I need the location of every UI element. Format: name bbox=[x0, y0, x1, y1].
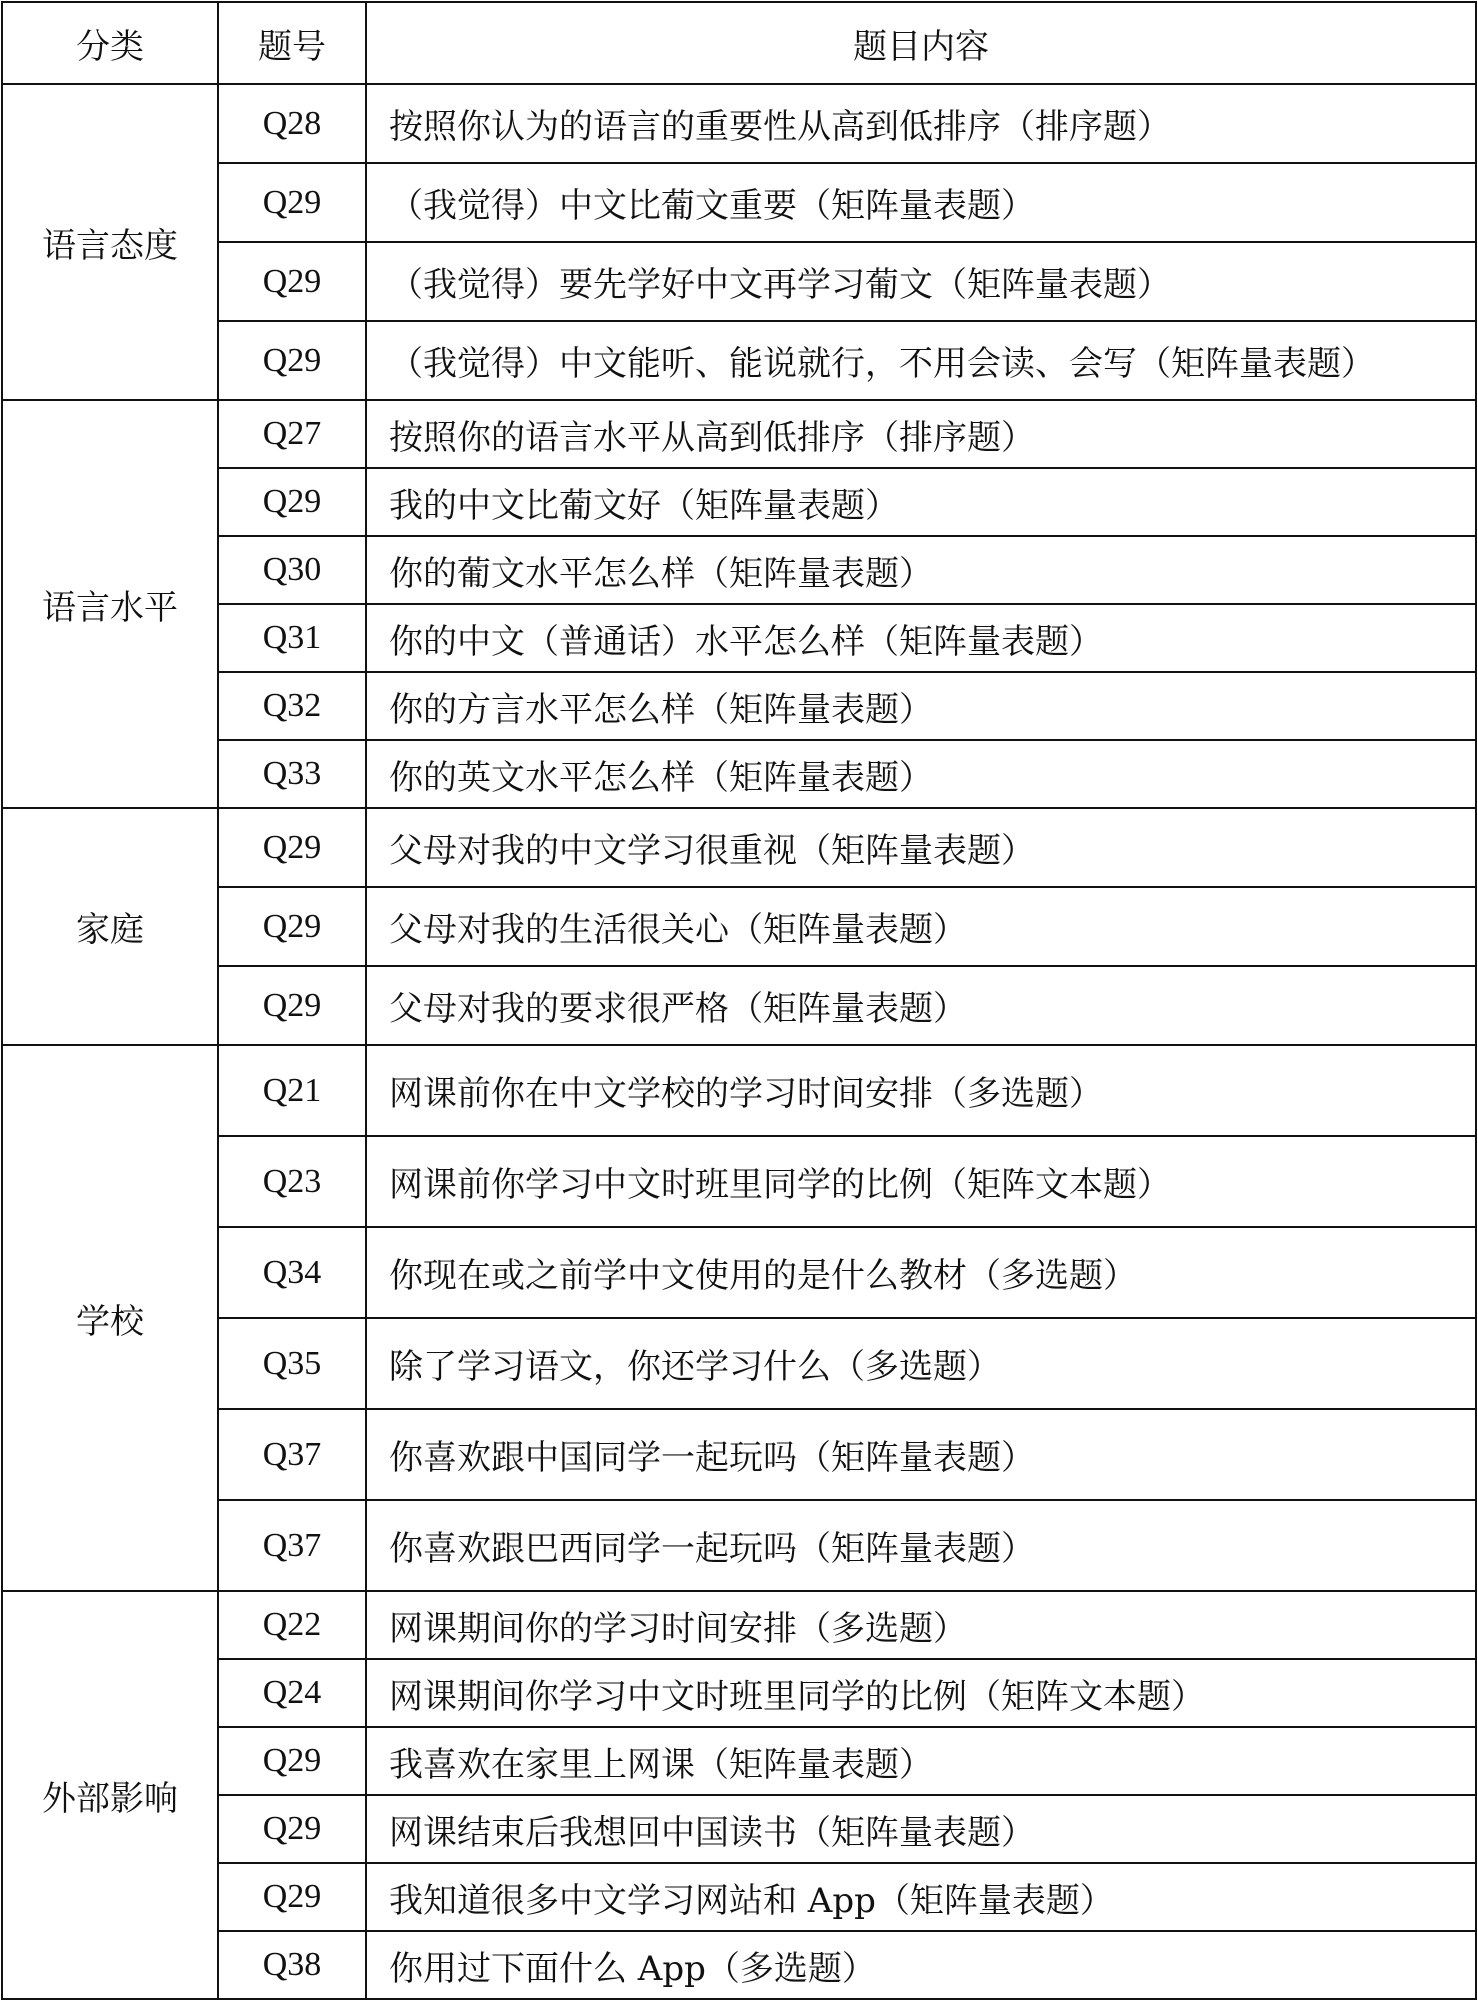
question-content: 你的英文水平怎么样（矩阵量表题） bbox=[366, 740, 1476, 808]
table-row bbox=[2, 1863, 1476, 1931]
question-number: Q29 bbox=[218, 966, 366, 1045]
table-row bbox=[2, 808, 1476, 887]
survey-question-table bbox=[1, 1, 1477, 2000]
table-row bbox=[2, 1727, 1476, 1795]
question-number: Q21 bbox=[218, 1045, 366, 1136]
category-cell: 外部影响 bbox=[2, 1591, 218, 1999]
question-content: 网课期间你的学习时间安排（多选题） bbox=[366, 1591, 1476, 1659]
table-row bbox=[2, 536, 1476, 604]
question-number: Q24 bbox=[218, 1659, 366, 1727]
question-number: Q29 bbox=[218, 321, 366, 400]
question-number: Q38 bbox=[218, 1931, 366, 1999]
table-row bbox=[2, 1227, 1476, 1318]
question-content: 我知道很多中文学习网站和 App（矩阵量表题） bbox=[366, 1863, 1476, 1931]
question-number: Q37 bbox=[218, 1409, 366, 1500]
category-cell: 学校 bbox=[2, 1045, 218, 1591]
question-number: Q29 bbox=[218, 887, 366, 966]
question-number: Q33 bbox=[218, 740, 366, 808]
table-row bbox=[2, 1659, 1476, 1727]
question-number: Q29 bbox=[218, 1863, 366, 1931]
table-row bbox=[2, 1500, 1476, 1591]
header-question-content: 题目内容 bbox=[366, 2, 1476, 84]
question-content: 我喜欢在家里上网课（矩阵量表题） bbox=[366, 1727, 1476, 1795]
question-number: Q35 bbox=[218, 1318, 366, 1409]
table-row bbox=[2, 242, 1476, 321]
table-row bbox=[2, 1318, 1476, 1409]
table-row bbox=[2, 887, 1476, 966]
question-number: Q28 bbox=[218, 84, 366, 163]
table-row bbox=[2, 740, 1476, 808]
table-row bbox=[2, 966, 1476, 1045]
table-row bbox=[2, 1045, 1476, 1136]
question-number: Q37 bbox=[218, 1500, 366, 1591]
category-cell: 语言态度 bbox=[2, 84, 218, 400]
question-content: 父母对我的要求很严格（矩阵量表题） bbox=[366, 966, 1476, 1045]
question-number: Q30 bbox=[218, 536, 366, 604]
question-content: 你喜欢跟中国同学一起玩吗（矩阵量表题） bbox=[366, 1409, 1476, 1500]
header-category: 分类 bbox=[2, 2, 218, 84]
question-number: Q23 bbox=[218, 1136, 366, 1227]
question-content: 父母对我的中文学习很重视（矩阵量表题） bbox=[366, 808, 1476, 887]
question-content: 你的中文（普通话）水平怎么样（矩阵量表题） bbox=[366, 604, 1476, 672]
question-number: Q29 bbox=[218, 163, 366, 242]
question-content: 你用过下面什么 App（多选题） bbox=[366, 1931, 1476, 1999]
question-number: Q22 bbox=[218, 1591, 366, 1659]
question-content: （我觉得）中文能听、能说就行，不用会读、会写（矩阵量表题） bbox=[366, 321, 1476, 400]
question-content: 你现在或之前学中文使用的是什么教材（多选题） bbox=[366, 1227, 1476, 1318]
table-row bbox=[2, 400, 1476, 468]
question-content: （我觉得）要先学好中文再学习葡文（矩阵量表题） bbox=[366, 242, 1476, 321]
table-row bbox=[2, 1931, 1476, 1999]
question-content: 网课前你在中文学校的学习时间安排（多选题） bbox=[366, 1045, 1476, 1136]
table-row bbox=[2, 84, 1476, 163]
question-content: 父母对我的生活很关心（矩阵量表题） bbox=[366, 887, 1476, 966]
question-number: Q29 bbox=[218, 242, 366, 321]
header-row bbox=[2, 2, 1476, 84]
table-row bbox=[2, 672, 1476, 740]
table-row bbox=[2, 163, 1476, 242]
question-number: Q29 bbox=[218, 468, 366, 536]
table-row bbox=[2, 1591, 1476, 1659]
question-content: （我觉得）中文比葡文重要（矩阵量表题） bbox=[366, 163, 1476, 242]
question-number: Q34 bbox=[218, 1227, 366, 1318]
question-content: 你的葡文水平怎么样（矩阵量表题） bbox=[366, 536, 1476, 604]
table-row bbox=[2, 604, 1476, 672]
question-number: Q27 bbox=[218, 400, 366, 468]
category-cell: 家庭 bbox=[2, 808, 218, 1045]
question-content: 网课期间你学习中文时班里同学的比例（矩阵文本题） bbox=[366, 1659, 1476, 1727]
question-number: Q29 bbox=[218, 1727, 366, 1795]
question-content: 我的中文比葡文好（矩阵量表题） bbox=[366, 468, 1476, 536]
question-content: 按照你的语言水平从高到低排序（排序题） bbox=[366, 400, 1476, 468]
table-row bbox=[2, 1409, 1476, 1500]
question-content: 除了学习语文，你还学习什么（多选题） bbox=[366, 1318, 1476, 1409]
category-cell: 语言水平 bbox=[2, 400, 218, 808]
question-content: 你喜欢跟巴西同学一起玩吗（矩阵量表题） bbox=[366, 1500, 1476, 1591]
question-content: 你的方言水平怎么样（矩阵量表题） bbox=[366, 672, 1476, 740]
table-row bbox=[2, 1795, 1476, 1863]
table-row bbox=[2, 321, 1476, 400]
question-number: Q29 bbox=[218, 1795, 366, 1863]
question-content: 网课前你学习中文时班里同学的比例（矩阵文本题） bbox=[366, 1136, 1476, 1227]
table-row bbox=[2, 468, 1476, 536]
question-number: Q32 bbox=[218, 672, 366, 740]
question-content: 网课结束后我想回中国读书（矩阵量表题） bbox=[366, 1795, 1476, 1863]
header-question-number: 题号 bbox=[218, 2, 366, 84]
question-number: Q31 bbox=[218, 604, 366, 672]
table-row bbox=[2, 1136, 1476, 1227]
question-content: 按照你认为的语言的重要性从高到低排序（排序题） bbox=[366, 84, 1476, 163]
question-number: Q29 bbox=[218, 808, 366, 887]
